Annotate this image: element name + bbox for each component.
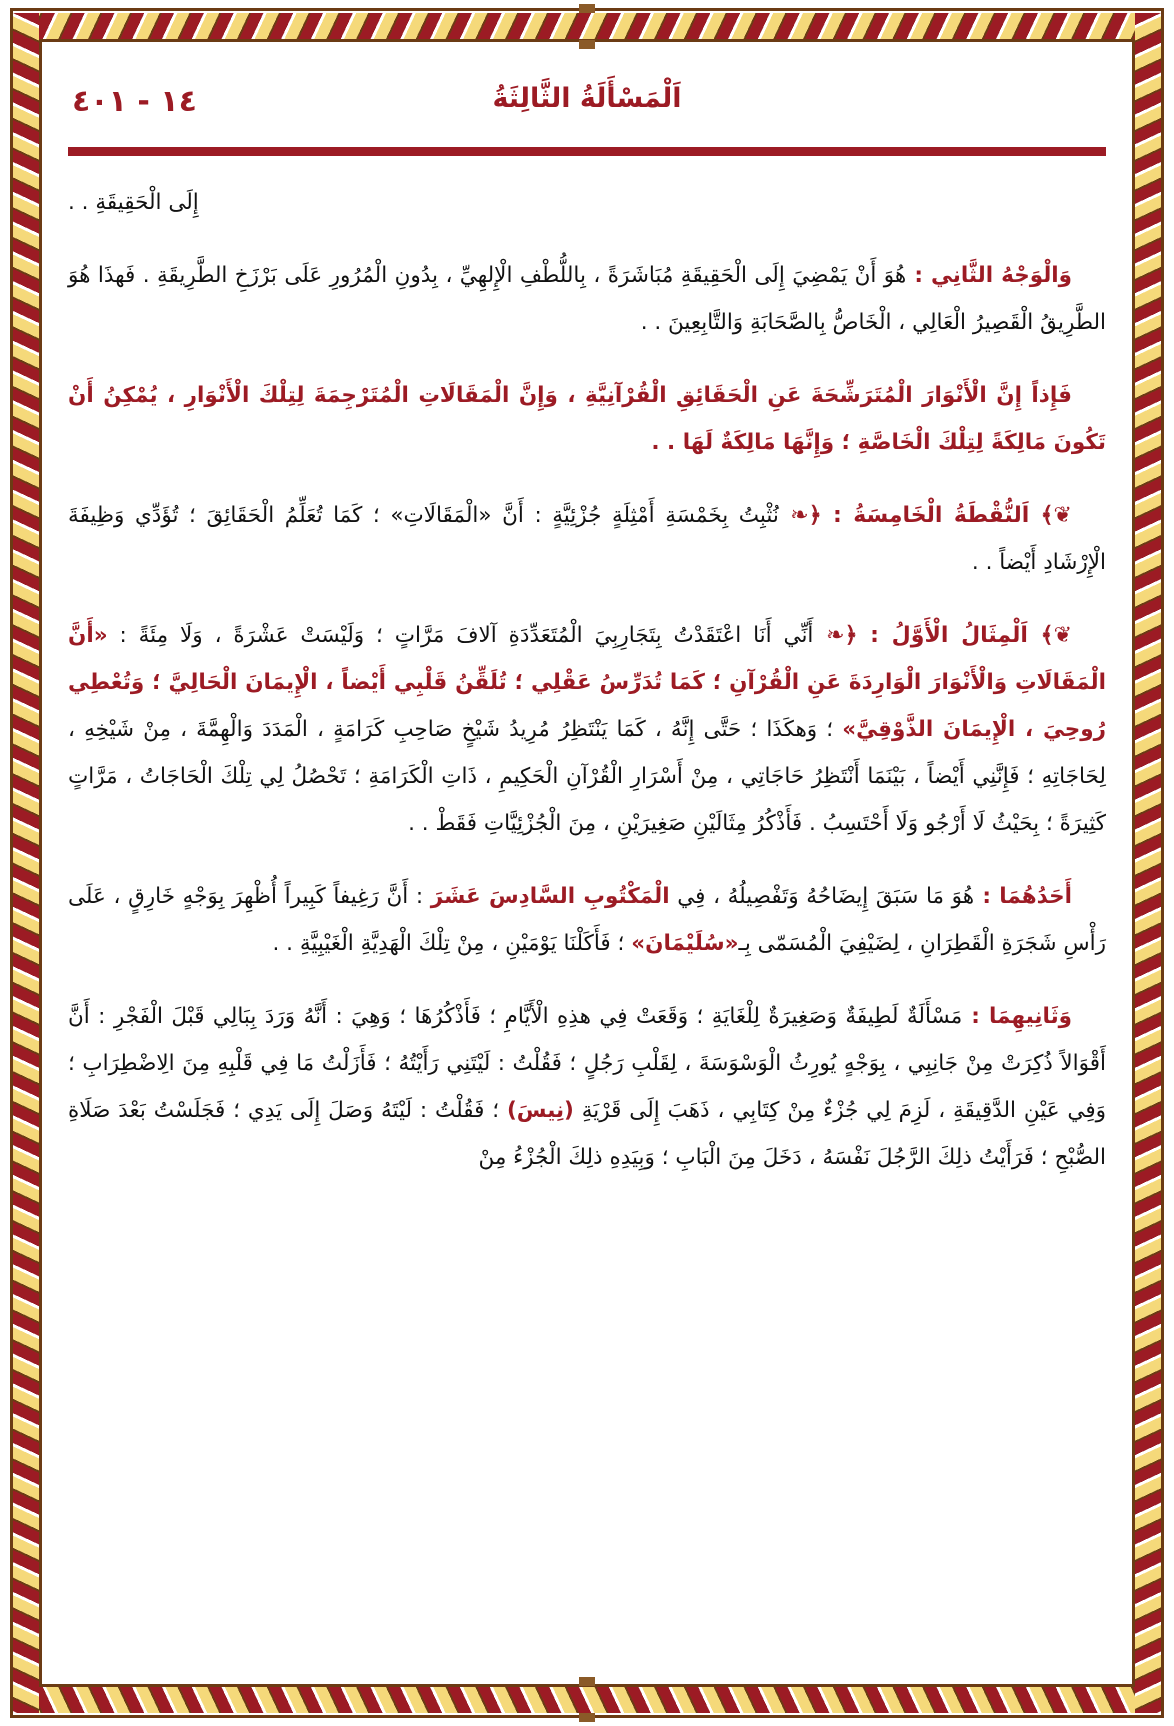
run-black: هُوَ مَا سَبَقَ إِيضَاحُهُ وَتَفْصِيلُهُ ، فِي <box>669 884 975 909</box>
run-black: إِلَى الْحَقِيقَةِ . . <box>68 190 199 215</box>
run-black: نُثْبِتُ بِخَمْسَةِ أَمْثِلَةٍ جُزْئِيَّةٍ : أَنَّ «الْمَقَالَاتِ» ؛ كَمَا تُعَلِّمُ الْحَقَائِقَ ؛ تُؤَدِّي وَظِيفَةَ الْإِرْشَادِ أَيْضاً . . <box>68 503 1106 575</box>
braid-border-right <box>1135 13 1161 1713</box>
run-black: ؛ فَأَكَلْنَا يَوْمَيْنِ ، مِنْ تِلْكَ الْهَدِيَّةِ الْغَيْبِيَّةِ . . <box>272 931 632 956</box>
braid-border-bottom <box>13 1687 1161 1713</box>
run-red-placename: (نِيسَ) <box>506 1098 574 1123</box>
run-red-reference: الْمَكْتُوبِ السَّادِسَ عَشَرَ <box>430 884 670 909</box>
paragraph-second-aspect <box>68 252 1106 346</box>
body-text <box>68 179 1106 1181</box>
run-black: مَسْأَلَةٌ لَطِيفَةٌ وَصَغِيرَةٌ لِلْغَايَةِ ؛ وَقَعَتْ فِي هذِهِ الْأَيَّامِ ؛ فَأَذْكُرُهَا ؛ وَهِيَ : أَنَّهُ وَرَدَ بِبَالِي قَبْلَ الْفَجْرِ : أَنَّ أَقْوَالاً ذُكِرَتْ مِنْ جَانِبِي ، بِوَجْهٍ يُورِثُ الْوَسْوَسَةَ ، لِقَلْبِ رَجُلٍ ؛ فَقُلْتُ : لَيْتَنِي رَأَيْتُهُ ؛ فَأَزَلْتُ مَا فِي قَلْبِهِ مِنَ الِاضْطِرَابِ ؛ وَفِي عَيْنِ الدَّقِيقَةِ ، لَزِمَ لِي جُزْءٌ مِنْ كِتَابِي ، ذَهَبَ إِلَى قَرْيَةِ <box>68 1004 1107 1123</box>
page-header <box>68 78 1106 140</box>
ornament-bracket-heading: ❦﴾ اَلْمِثَالُ الْأَوَّلُ : ﴿❧ <box>813 623 1073 648</box>
run-red-heading: أَحَدُهُمَا : <box>974 884 1072 909</box>
paragraph-red-conclusion <box>68 372 1106 466</box>
run-black: أَنِّي أَنَا اعْتَقَدْتُ بِتَجَارِبِيَ الْمُتَعَدِّدَةِ آلافَ مَرَّاتٍ ؛ وَلَيْسَتْ عَشْرَةً ، وَلَا مِئَةً : <box>107 623 814 648</box>
run-red-name: «سُلَيْمَانَ» <box>631 931 739 956</box>
run-black: هُوَ أَنْ يَمْضِيَ إِلَى الْحَقِيقَةِ مُبَاشَرَةً ، بِاللُّطْفِ الْإِلهِيِّ ، بِدُونِ الْمُرُورِ عَلَى بَرْزَخِ الطَّرِيقَةِ . فَهذَا هُوَ الطَّرِيقُ الْقَصِيرُ الْعَالِي ، الْخَاصُّ بِالصَّحَابَةِ وَالتَّابِعِينَ . . <box>68 263 1106 335</box>
page-content <box>58 58 1116 1668</box>
run-red-heading: وَثَانِيهِمَا : <box>962 1004 1073 1029</box>
braid-border-left <box>13 13 39 1713</box>
paragraph-continuation <box>68 179 1106 226</box>
frame-tab-bottom-outer <box>579 1713 595 1722</box>
run-black: : أَنَّ رَغِيفاً كَبِيراً أُظْهِرَ بِوَجْهٍ خَارِقٍ ، عَلَى رَأْسِ شَجَرَةِ الْقَطِرَانِ ، لِضَيْفِيَ الْمُسَمّى بِـ <box>68 884 1106 956</box>
frame-tab-top-outer <box>579 4 595 13</box>
frame-tab-bottom-inner <box>579 1677 595 1686</box>
run-black: ؛ فَقُلْتُ : لَيْتَهُ وَصَلَ إِلَى يَدِي ؛ فَجَلَسْتُ بَعْدَ صَلَاةِ الصُّبْحِ ؛ فَرَأَيْتُ ذلِكَ الرَّجُلَ نَفْسَهُ ، دَخَلَ مِنَ الْبَابِ ؛ وَبِيَدِهِ ذلِكَ الْجُزْءُ مِنْ <box>68 1098 1106 1170</box>
braid-border-top <box>13 13 1161 39</box>
page-title: اَلْمَسْأَلَةُ الثَّالِثَةُ <box>492 83 682 114</box>
run-black: ؛ وَهكَذَا ؛ حَتَّى إِنَّهُ ، كَمَا يَنْتَظِرُ مُرِيدُ شَيْخٍ صَاحِبِ كَرَامَةٍ ، الْمَدَدَ وَالْهِمَّةَ ، مِنْ شَيْخِهِ ، لِحَاجَاتِهِ ؛ فَإِنَّنِي أَيْضاً ، بَيْنَمَا أَنْتَظِرُ حَاجَاتِي ، مِنْ أَسْرَارِ الْقُرْآنِ الْحَكِيمِ ، ذَاتِ الْكَرَامَةِ ؛ تَحْصُلُ لِي تِلْكَ الْحَاجَاتُ ، مَرَّاتٍ كَثِيرَةً ؛ بِحَيْثُ لَا أَرْجُو وَلَا أَحْتَسِبُ . فَأَذْكُرُ مِثَالَيْنِ صَغِيرَيْنِ ، مِنَ الْجُزْئِيَّاتِ فَقَطْ . . <box>68 717 1106 836</box>
paragraph-first-example <box>68 612 1106 847</box>
run-red: فَإِذاً إِنَّ الْأَنْوَارَ الْمُتَرَشِّحَةَ عَنِ الْحَقَائِقِ الْقُرْآنِيَّةِ ، وَإِنَّ الْمَقَالَاتِ الْمُتَرْجِمَةَ لِتِلْكَ الْأَنْوَارِ ، يُمْكِنُ أَنْ تَكُونَ مَالِكَةً لِتِلْكَ الْخَاصَّةِ ؛ وَإِنَّهَا مَالِكَةٌ لَهَا . . <box>68 383 1106 455</box>
ornament-bracket-heading: ❦﴾ اَلنُّقْطَةُ الْخَامِسَةُ : ﴿❧ <box>778 503 1072 528</box>
run-red-quote: «أَنَّ الْمَقَالَاتِ وَالْأَنْوَارَ الْوَارِدَةَ عَنِ الْقُرْآنِ ؛ كَمَا تُدَرِّسُ عَقْلِي ؛ تُلَقِّنُ قَلْبِي أَيْضاً ، الْإِيمَانَ الْحَالِيَّ ؛ وَتُعْطِي رُوحِيَ ، الْإِيمَانَ الذَّوْقِيَّ» <box>68 623 1106 742</box>
paragraph-second-of-the-two <box>68 993 1106 1181</box>
frame-tab-top-inner <box>579 40 595 49</box>
run-red-heading: وَالْوَجْهُ الثَّانِي : <box>906 263 1072 288</box>
paragraph-fifth-point <box>68 492 1106 586</box>
paragraph-first-of-the-two <box>68 873 1106 967</box>
page-number: ١٤ - ٤٠١ <box>72 84 197 119</box>
header-divider-rule <box>68 146 1106 157</box>
